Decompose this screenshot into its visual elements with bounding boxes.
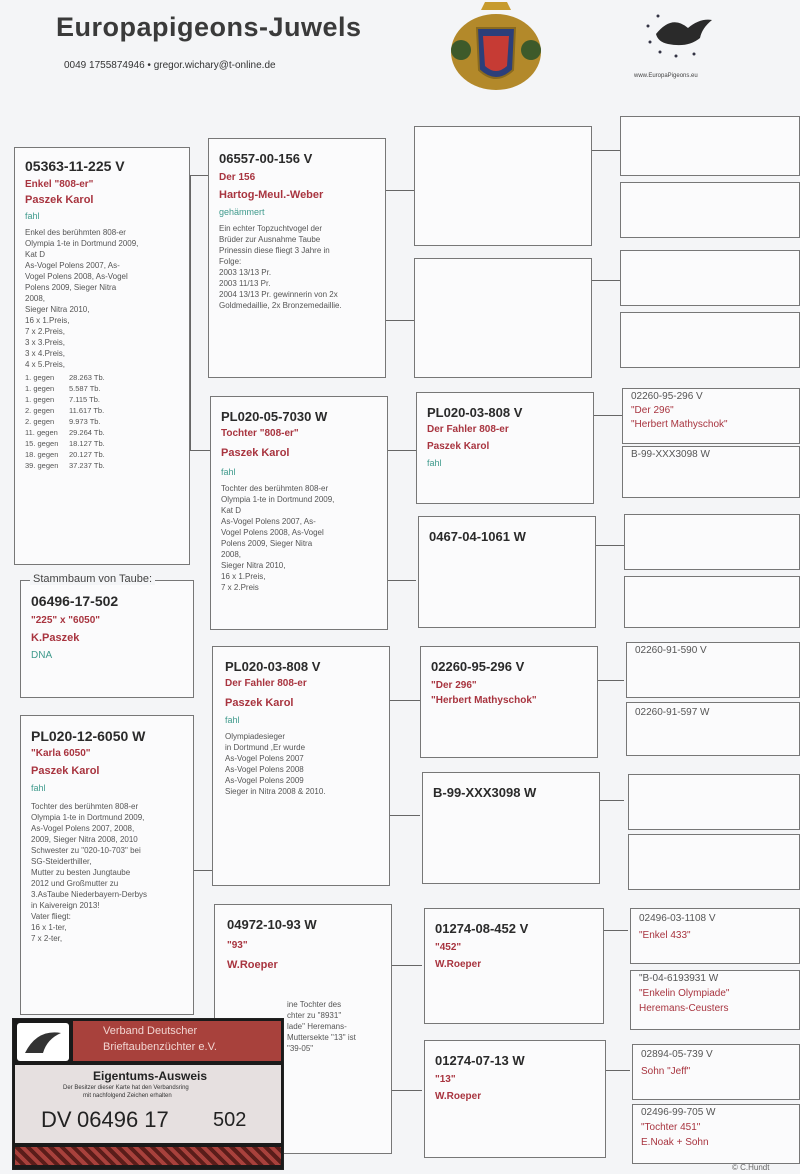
col4-extra-5: "Herbert Mathyschok" — [631, 419, 728, 430]
father2-color: fahl — [225, 715, 240, 725]
stammbaum-label: Stammbaum von Taube: — [30, 573, 155, 585]
description-line: 2004 13/13 Pr. gewinnerin von 2x — [219, 290, 338, 299]
col4-name-13: "Enkel 433" — [639, 930, 691, 941]
col3-name-7: "452" — [435, 942, 462, 953]
col4-box-2 — [620, 182, 800, 238]
col3-breeder-3: Paszek Karol — [427, 441, 490, 452]
result-cell: 18.127 Tb. — [69, 439, 105, 448]
result-cell: 11. gegen — [25, 428, 58, 437]
father-breeder: Hartog-Meul.-Weber — [219, 189, 324, 201]
col4-box-6 — [622, 446, 800, 498]
col4-name-16: "Tochter 451" — [641, 1122, 701, 1133]
father2-breeder: Paszek Karol — [225, 697, 294, 709]
result-cell: 5.587 Tb. — [69, 384, 101, 393]
col3-name-8: "13" — [435, 1074, 456, 1085]
result-cell: 39. gegen — [25, 461, 59, 470]
col3-box-6 — [422, 772, 600, 884]
result-row — [25, 427, 179, 438]
col2-mother-description — [221, 483, 377, 593]
description-line: lade" Heremans- — [287, 1022, 347, 1031]
col2-mother-breeder: Paszek Karol — [221, 447, 290, 459]
father-description — [219, 223, 375, 311]
result-cell: 29.264 Tb. — [69, 428, 105, 437]
col3-breeder-8: W.Roeper — [435, 1091, 482, 1102]
description-line: Ein echter Topzuchtvogel der — [219, 224, 323, 233]
col3-box-1 — [414, 126, 592, 246]
description-line: 3.AsTaube Niederbayern-Derbys — [31, 890, 148, 899]
description-line: Mutter zu besten Jungtaube — [31, 868, 131, 877]
result-row — [25, 416, 179, 427]
description-line: 2012 und Großmutter zu — [31, 879, 119, 888]
result-cell: 37.237 Tb. — [69, 461, 105, 470]
father-ring: 06557-00-156 V — [219, 151, 313, 166]
contact-line: 0049 1755874946 • gregor.wichary@t-online.de — [64, 60, 276, 71]
col3-ring-6: B-99-XXX3098 W — [433, 785, 537, 800]
description-line: As-Vogel Polens 2008 — [225, 765, 304, 774]
description-line: Goldmedaillie, 2x Bronzemedaillie. — [219, 301, 342, 310]
col4-ring-13: 02496-03-1108 V — [639, 913, 716, 924]
description-line: Polens 2009, Sieger Nitra — [221, 539, 313, 548]
col4-box-5 — [622, 388, 800, 444]
description-line: 2003 13/13 Pr. — [219, 268, 272, 277]
description-line: in Dortmund ,Er wurde — [225, 743, 306, 752]
col2-mother-name: Tochter "808-er" — [221, 428, 299, 439]
description-line: As-Vogel Polens 2007, 2008, — [31, 824, 135, 833]
description-line: As-Vogel Polens 2007, As- — [25, 261, 120, 270]
card-org-line1: Verband Deutscher — [103, 1025, 198, 1037]
col4-name-15: Sohn "Jeff" — [641, 1066, 691, 1077]
description-line: 4 x 5.Preis, — [25, 360, 66, 369]
col3-ring-7: 01274-08-452 V — [435, 921, 529, 936]
col4-name-5: "Der 296" — [631, 405, 674, 416]
col4-box-11 — [628, 774, 800, 830]
col3-ring-4: 0467-04-1061 W — [429, 529, 526, 544]
main-name: Enkel "808-er" — [25, 179, 94, 190]
mother-color: fahl — [31, 783, 46, 793]
description-line: chter zu "8931" — [287, 1011, 342, 1020]
mother-breeder: Paszek Karol — [31, 765, 100, 777]
stammbaum-name: "225" x "6050" — [31, 615, 101, 626]
description-line: Olympiadesieger — [225, 732, 286, 741]
description-line: Brüder zur Ausnahme Taube — [219, 235, 321, 244]
main-pigeon-box — [14, 147, 190, 565]
col4-ring-10: 02260-91-597 W — [635, 707, 710, 718]
result-cell: 7.115 Tb. — [69, 395, 100, 404]
mother2-breeder: W.Roeper — [227, 959, 278, 971]
description-line: 7 x 2.Preis, — [25, 327, 66, 336]
description-line: Tochter des berühmten 808-er — [31, 802, 139, 811]
col3-box-7 — [424, 908, 604, 1024]
mother-name: "Karla 6050" — [31, 748, 91, 759]
col4-extra-16: E.Noak + Sohn — [641, 1137, 709, 1148]
col2-mother-color: fahl — [221, 467, 236, 477]
description-line: in Kaivereign 2013! — [31, 901, 100, 910]
description-line: 3 x 4.Preis, — [25, 349, 66, 358]
card-logo — [17, 1023, 69, 1061]
col4-box-16 — [632, 1104, 800, 1164]
description-line: 2003 11/13 Pr. — [219, 279, 271, 288]
result-cell: 18. gegen — [25, 450, 59, 459]
father2-box — [212, 646, 390, 886]
description-line: 2009, Sieger Nitra 2008, 2010 — [31, 835, 138, 844]
description-line: Folge: — [219, 257, 242, 266]
result-cell: 2. gegen — [25, 406, 55, 415]
card-pattern-band — [15, 1147, 281, 1165]
col4-box-15 — [632, 1044, 800, 1100]
col4-box-9 — [626, 642, 800, 698]
card-prefix: DV — [41, 1107, 72, 1132]
description-line: Prinessin diese fliegt 3 Jahre in — [219, 246, 330, 255]
copyright: © C.Hundt — [732, 1163, 770, 1172]
mother2-name: "93" — [227, 940, 248, 951]
card-org-line2: Brieftaubenzüchter e.V. — [103, 1041, 217, 1053]
col4-box-4 — [620, 312, 800, 368]
main-results-table — [25, 372, 179, 471]
main-breeder: Paszek Karol — [25, 194, 94, 206]
site-logo-text: www.EuropaPigeons.eu — [634, 73, 698, 79]
father2-description — [225, 731, 377, 797]
result-row — [25, 394, 179, 405]
europapigeons-logo — [628, 4, 738, 84]
coat-of-arms-logo — [447, 0, 545, 95]
description-line: ine Tochter des — [287, 1000, 342, 1009]
col3-breeder-5: "Herbert Mathyschok" — [431, 695, 537, 706]
description-line: Vogel Polens 2008, As-Vogel — [221, 528, 324, 537]
card-fine2: mit nachfolgend Zeichen erhalten — [83, 1093, 172, 1099]
description-line: As-Vogel Polens 2007, As- — [221, 517, 316, 526]
description-line: 16 x 1.Preis, — [25, 316, 70, 325]
col3-name-5: "Der 296" — [431, 680, 477, 691]
col3-box-5 — [420, 646, 598, 758]
col3-color-3: fahl — [427, 458, 442, 468]
result-row — [25, 372, 179, 383]
col3-box-2 — [414, 258, 592, 378]
col4-ring-5: 02260-95-296 V — [631, 391, 703, 402]
description-line: Sieger Nitra 2010, — [25, 305, 90, 314]
description-line: As-Vogel Polens 2009 — [225, 776, 304, 785]
description-line: As-Vogel Polens 2007 — [225, 754, 304, 763]
mother-col2-box — [210, 396, 388, 630]
result-cell: 11.617 Tb. — [69, 406, 105, 415]
description-line: 16 x 1-ter, — [31, 923, 67, 932]
father-box — [208, 138, 386, 378]
card-title: Eigentums-Ausweis — [93, 1069, 208, 1083]
col3-ring-8: 01274-07-13 W — [435, 1053, 525, 1068]
col4-ring-6: B-99-XXX3098 W — [631, 449, 710, 460]
col4-box-14 — [630, 970, 800, 1030]
description-line: Olympia 1-te in Dortmund 2009, — [25, 239, 139, 248]
description-line: Muttersekte "13" ist — [287, 1033, 356, 1042]
father2-name: Der Fahler 808-er — [225, 678, 307, 689]
main-color: fahl — [25, 211, 40, 221]
description-line: Olympia 1-te in Dortmund 2009, — [31, 813, 145, 822]
description-line: Kat D — [25, 250, 46, 259]
col3-box-4 — [418, 516, 596, 628]
father-color: gehämmert — [219, 207, 265, 217]
ownership-card — [12, 1018, 284, 1170]
result-row — [25, 383, 179, 394]
mother2-ring: 04972-10-93 W — [227, 917, 317, 932]
description-line: 16 x 1.Preis, — [221, 572, 266, 581]
description-line: Vater fliegt: — [31, 912, 71, 921]
result-cell: 28.263 Tb. — [69, 373, 105, 382]
col3-name-3: Der Fahler 808-er — [427, 424, 509, 435]
col3-ring-3: PL020-03-808 V — [427, 405, 523, 420]
mother-description — [31, 801, 183, 944]
description-line: Polens 2009, Sieger Nitra — [25, 283, 117, 292]
result-row — [25, 405, 179, 416]
col4-ring-15: 02894-05-739 V — [641, 1049, 713, 1060]
description-line: 2008, — [25, 294, 46, 303]
col4-box-10 — [626, 702, 800, 756]
col2-mother-ring: PL020-05-7030 W — [221, 409, 328, 424]
card-number: 06496 17 — [77, 1107, 169, 1132]
col4-ring-14: "B-04-6193931 W — [639, 973, 719, 984]
card-suffix: 502 — [213, 1109, 247, 1131]
mother-ring: PL020-12-6050 W — [31, 728, 146, 744]
col3-box-3 — [416, 392, 594, 504]
col4-box-8 — [624, 576, 800, 628]
mother2-description — [287, 999, 379, 1054]
col4-name-14: "Enkelin Olympiade" — [639, 988, 730, 999]
description-line: Kat D — [221, 506, 242, 515]
main-description — [25, 227, 179, 370]
col3-ring-5: 02260-95-296 V — [431, 659, 525, 674]
mother-box — [20, 715, 194, 1015]
result-cell: 2. gegen — [25, 417, 55, 426]
stammbaum-note: DNA — [31, 650, 53, 661]
col4-box-13 — [630, 908, 800, 964]
col4-box-7 — [624, 514, 800, 570]
result-cell: 15. gegen — [25, 439, 59, 448]
result-cell: 1. gegen — [25, 384, 55, 393]
card-fine1: Der Besitzer dieser Karte hat den Verbandsring — [63, 1085, 189, 1091]
description-line: 3 x 3.Preis, — [25, 338, 66, 347]
description-line: Olympia 1-te in Dortmund 2009, — [221, 495, 335, 504]
description-line: "39-05" — [287, 1044, 314, 1053]
result-cell: 9.973 Tb. — [69, 417, 101, 426]
father-name: Der 156 — [219, 172, 256, 183]
result-row — [25, 460, 179, 471]
result-cell: 1. gegen — [25, 373, 55, 382]
col4-ring-9: 02260-91-590 V — [635, 645, 707, 656]
col3-breeder-7: W.Roeper — [435, 959, 482, 970]
description-line: Sieger in Nitra 2008 & 2010. — [225, 787, 326, 796]
col4-box-1 — [620, 116, 800, 176]
description-line: Enkel des berühmten 808-er — [25, 228, 126, 237]
col4-box-3 — [620, 250, 800, 306]
result-cell: 20.127 Tb. — [69, 450, 105, 459]
description-line: Schwester zu "020-10-703" bei — [31, 846, 141, 855]
result-row — [25, 449, 179, 460]
stammbaum-box — [20, 580, 194, 698]
col4-box-12 — [628, 834, 800, 890]
description-line: 2008, — [221, 550, 242, 559]
result-row — [25, 438, 179, 449]
page-title: Europapigeons-Juwels — [56, 12, 362, 42]
stammbaum-breeder: K.Paszek — [31, 632, 80, 644]
col4-extra-14: Heremans-Ceusters — [639, 1003, 729, 1014]
father2-ring: PL020-03-808 V — [225, 659, 321, 674]
col3-box-8 — [424, 1040, 606, 1158]
description-line: Vogel Polens 2008, As-Vogel — [25, 272, 128, 281]
description-line: SG-Steiderthiller, — [31, 857, 92, 866]
description-line: 7 x 2-ter, — [31, 934, 63, 943]
description-line: Tochter des berühmten 808-er — [221, 484, 329, 493]
main-ring: 05363-11-225 V — [25, 158, 125, 174]
result-cell: 1. gegen — [25, 395, 55, 404]
col4-ring-16: 02496-99-705 W — [641, 1107, 716, 1118]
description-line: Sieger Nitra 2010, — [221, 561, 286, 570]
stammbaum-ring: 06496-17-502 — [31, 593, 119, 609]
description-line: 7 x 2.Preis — [221, 583, 259, 592]
